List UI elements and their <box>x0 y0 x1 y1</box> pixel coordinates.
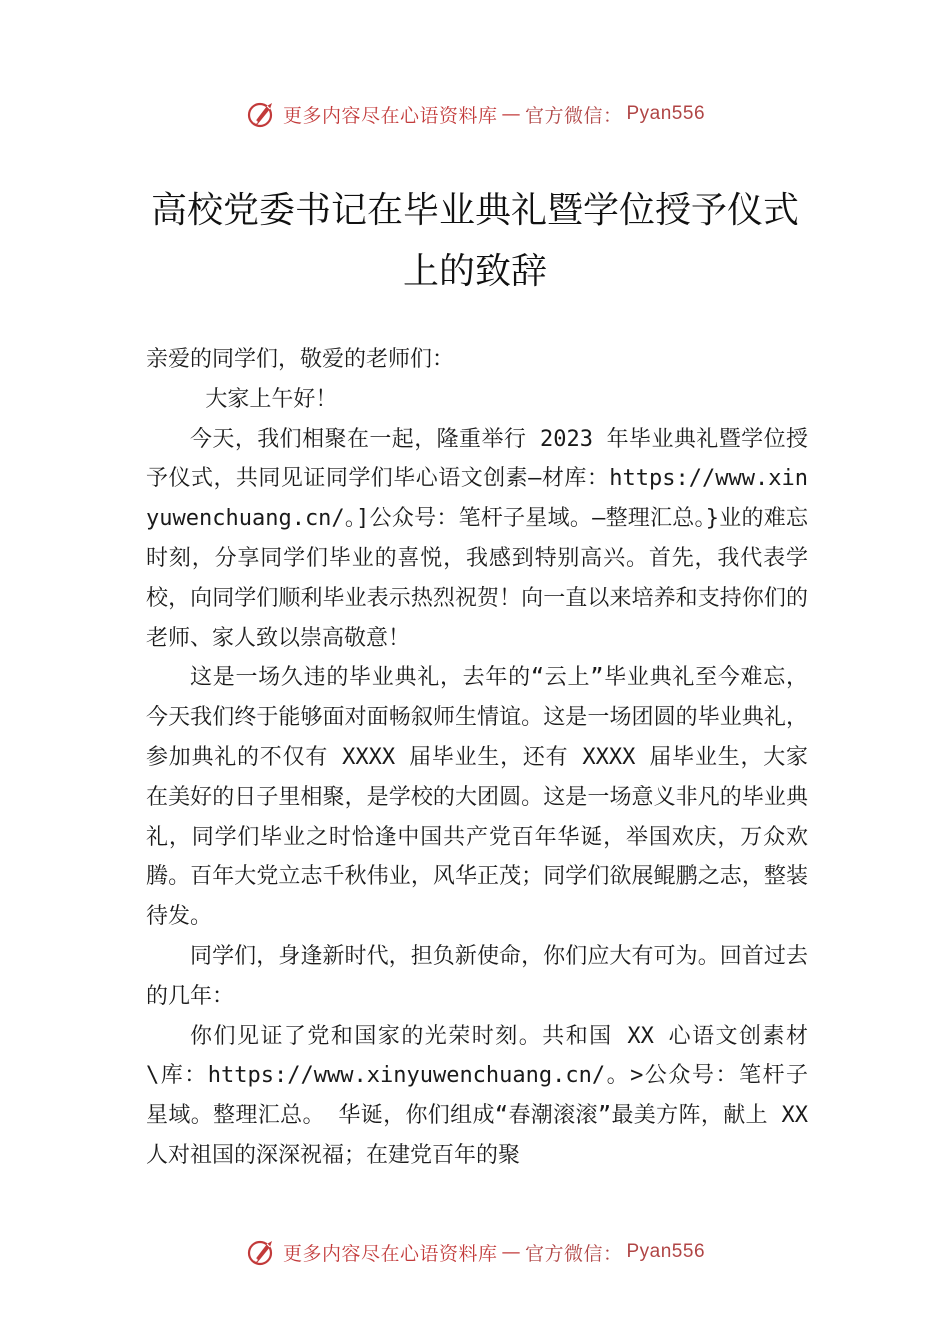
watermark-dash: — <box>501 1241 521 1263</box>
pen-nib-logo-icon <box>245 1235 279 1269</box>
header-watermark-banner <box>0 94 950 134</box>
body-paragraph: 这是一场久违的毕业典礼，去年的“云上”毕业典礼至今难忘，今天我们终于能够面对面畅叙师生情谊。这是一场团圆的毕业典礼，参加典礼的不仅有 XXXX 届毕业生，还有 XXXX 届毕业生，大家在美好的日子里相聚，是学校的大团圆。这是一场意义非凡的毕业典礼，同学们毕业之时恰逢中国共产党百年华诞，举国欢庆，万众欢腾。百年大党立志千秋伟业，风华正茂；同学们欲展鲲鹏之志，整装待发。 <box>146 665 808 930</box>
greeting-paragraph: 大家上午好！ <box>205 386 338 412</box>
watermark-content <box>245 1235 705 1269</box>
body-paragraph: 今天，我们相聚在一起，隆重举行 2023 年毕业典礼暨学位授予仪式，共同见证同学们毕心语文创素—材库：https://www.xinyuwenchuang.cn/。]公众号：笔杆子星域。—整理汇总。}业的难忘时刻，分享同学们毕业的喜悦，我感到特别高兴。首先，我代表学校，向同学们顺利毕业表示热烈祝贺！向一直以来培养和支持你们的老师、家人致以崇高敬意！ <box>146 426 808 651</box>
watermark-text: 更多内容尽在心语资料库 <box>282 1242 498 1265</box>
watermark-contact-label: 官方微信： <box>524 1242 623 1265</box>
pen-nib-logo-icon <box>245 97 279 131</box>
document-title: 高校党委书记在毕业典礼暨学位授予仪式上的致辞 <box>150 190 799 292</box>
document-body <box>146 340 808 1176</box>
watermark-wechat-id: Pyan556 <box>626 1241 706 1262</box>
watermark-contact-label: 官方微信： <box>524 104 623 127</box>
salutation-paragraph: 亲爱的同学们，敬爱的老师们： <box>146 347 455 372</box>
footer-watermark-banner <box>0 1232 950 1272</box>
body-paragraph: 你们见证了党和国家的光荣时刻。共和国 XX 心语文创素材\库：https://www.xinyuwenchuang.cn/。>公众号：笔杆子星域。整理汇总。 华诞，你们组成“春潮滚滚”最美方阵，献上 XX 人对祖国的深深祝福；在建党百年的聚 <box>146 1023 808 1168</box>
watermark-content <box>245 97 705 131</box>
watermark-text: 更多内容尽在心语资料库 <box>282 104 498 127</box>
watermark-wechat-id: Pyan556 <box>626 103 706 124</box>
watermark-dash: — <box>501 103 521 125</box>
body-paragraph: 同学们，身逢新时代，担负新使命，你们应大有可为。回首过去的几年： <box>146 943 808 1009</box>
